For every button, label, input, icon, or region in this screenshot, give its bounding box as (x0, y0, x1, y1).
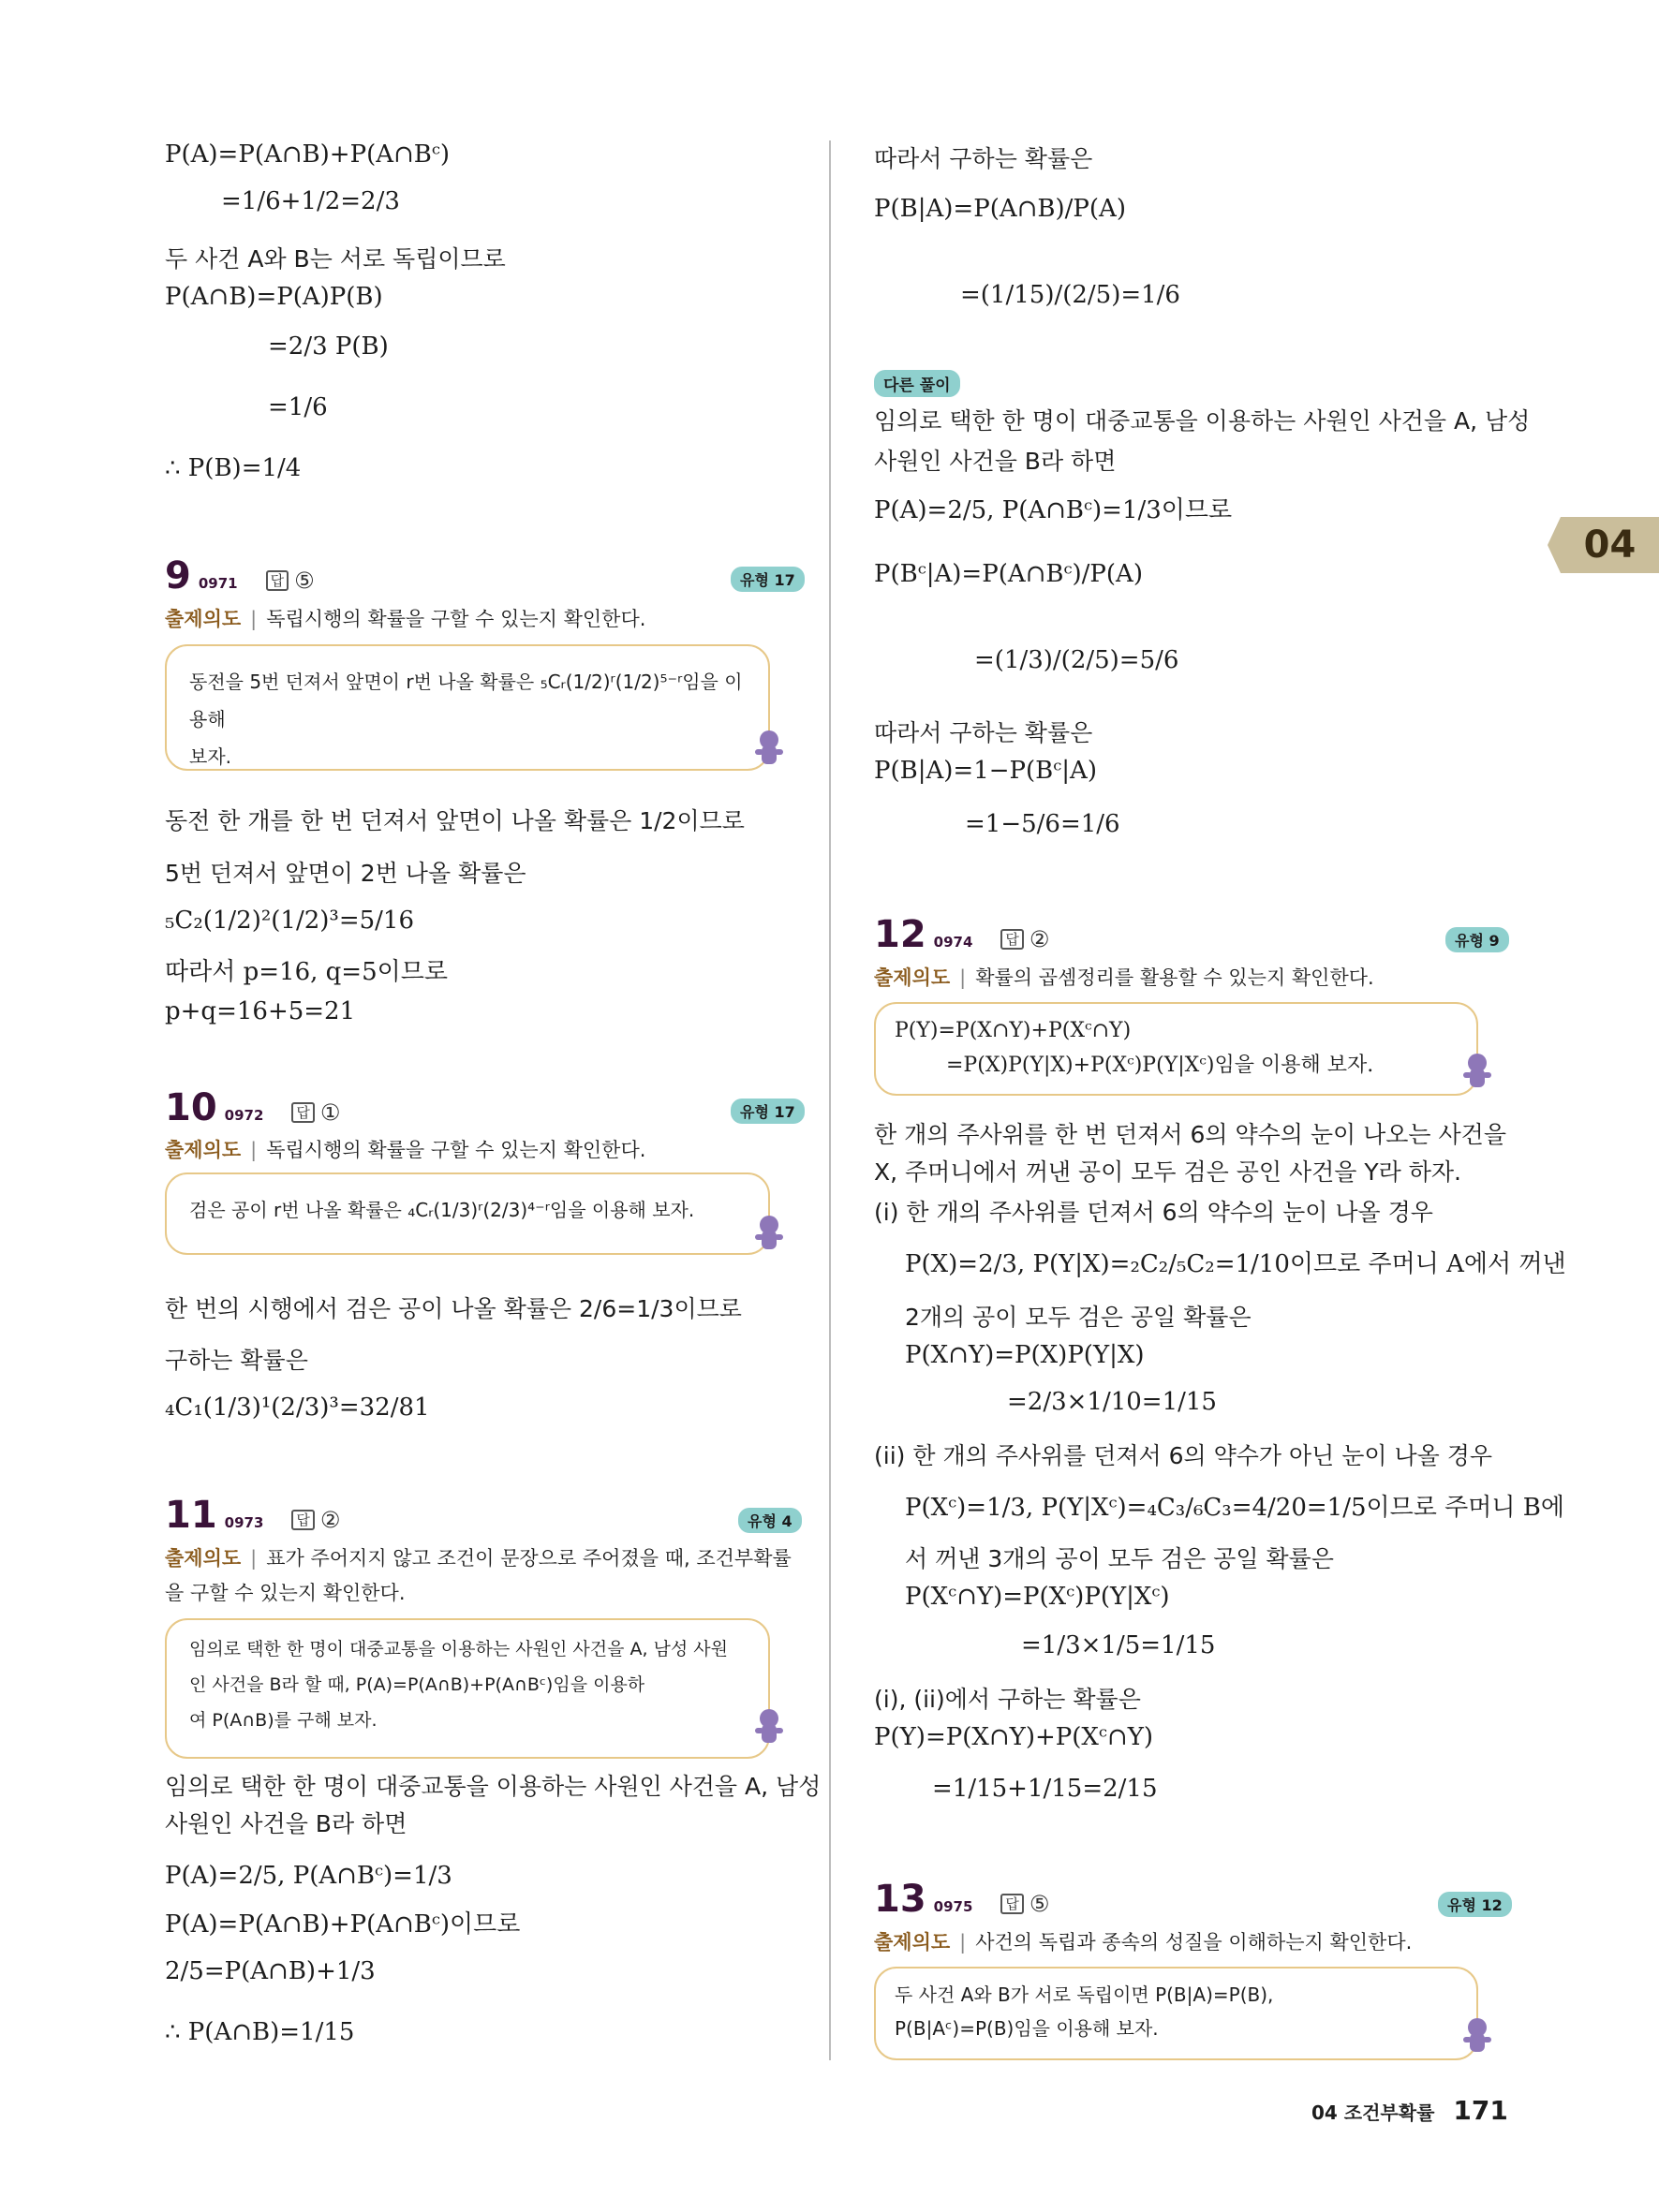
body-line: 사원인 사건을 B라 하면 (165, 1810, 407, 1837)
body-line: X, 주머니에서 꺼낸 공이 모두 검은 공인 사건을 Y라 하자. (874, 1158, 1461, 1186)
type-tag: 유형 9 (1445, 927, 1509, 952)
mascot-icon (757, 1709, 781, 1747)
body-line: ₅C₂(1/2)²(1/2)³=5/16 (165, 907, 415, 935)
alt-line: P(Bᶜ|A)=P(A∩Bᶜ)/P(A) (874, 560, 1143, 588)
question-number: 12 (874, 913, 926, 956)
question-code: 0971 (198, 575, 238, 592)
hint-line: 임의로 택한 한 명이 대중교통을 이용하는 사원인 사건을 A, 남성 사원 (189, 1639, 728, 1659)
intent-label: 출제의도 (874, 1931, 951, 1954)
body-line: P(X)=2/3, P(Y|X)=₂C₂/₅C₂=1/10이므로 주머니 A에서 꺼낸 (905, 1250, 1566, 1278)
left-top-line-1: P(A)=P(A∩B)+P(A∩Bᶜ) (165, 140, 451, 169)
intent: 출제의도 | 확률의 곱셈정리를 활용할 수 있는지 확인한다. (874, 966, 1374, 989)
body-line: 2/5=P(A∩B)+1/3 (165, 1957, 376, 1985)
answer-icon: 답 (291, 1102, 315, 1123)
question-code: 0974 (933, 934, 973, 951)
answer-icon: 답 (1000, 929, 1024, 950)
answer-value: ⑤ (1029, 1891, 1050, 1917)
right-top-line-1: 따라서 구하는 확률은 (874, 145, 1093, 172)
left-top-line-5: =2/3 P(B) (268, 332, 389, 361)
answer-value: ② (319, 1507, 341, 1533)
intent: 출제의도 | 독립시행의 확률을 구할 수 있는지 확인한다. (165, 608, 646, 630)
mascot-icon (1465, 2018, 1489, 2056)
question-13-header (874, 1878, 1049, 1921)
intent: 출제의도 | 사건의 독립과 종속의 성질을 이해하는지 확인한다. (874, 1931, 1413, 1954)
body-line: 한 번의 시행에서 검은 공이 나올 확률은 2/6=1/3이므로 (165, 1295, 742, 1322)
hint-line: P(B|Aᶜ)=P(B)임을 이용해 보자. (895, 2017, 1159, 2040)
answer-value: ① (319, 1099, 341, 1126)
body-line: 5번 던져서 앞면이 2번 나올 확률은 (165, 860, 526, 887)
hint-line: 동전을 5번 던져서 앞면이 r번 나올 확률은 ₅Cᵣ(1/2)ʳ(1/2)⁵⁻ʳ임을 이용해 (189, 671, 743, 730)
left-top-line-2: =1/6+1/2=2/3 (221, 187, 400, 215)
left-top-line-3: 두 사건 A와 B는 서로 독립이므로 (165, 245, 506, 273)
answer-value: ② (1029, 926, 1050, 952)
intent-label: 출제의도 (874, 966, 951, 989)
answer-icon: 답 (1000, 1894, 1024, 1914)
body-line: 서 꺼낸 3개의 공이 모두 검은 공일 확률은 (905, 1545, 1334, 1572)
body-line: 임의로 택한 한 명이 대중교통을 이용하는 사원인 사건을 A, 남성 (165, 1773, 822, 1800)
left-top-line-6: =1/6 (268, 393, 328, 421)
hint-line: 검은 공이 r번 나올 확률은 ₄Cᵣ(1/3)ʳ(2/3)⁴⁻ʳ임을 이용해 보자. (189, 1199, 695, 1221)
answer-icon: 답 (291, 1510, 315, 1530)
alt-line: =(1/3)/(2/5)=5/6 (974, 646, 1179, 674)
question-code: 0972 (224, 1107, 264, 1124)
footer-chapter: 04 조건부확률 (1311, 2101, 1435, 2124)
left-top-line-7: ∴ P(B)=1/4 (165, 454, 302, 482)
right-top-line-3: =(1/15)/(2/5)=1/6 (960, 281, 1180, 309)
body-line: =1/15+1/15=2/15 (932, 1775, 1158, 1803)
intent-text: 독립시행의 확률을 구할 수 있는지 확인한다. (266, 1139, 646, 1161)
hint-box (874, 1002, 1478, 1096)
intent-label: 출제의도 (165, 608, 242, 630)
hint-box (165, 1618, 770, 1759)
question-number: 11 (165, 1494, 217, 1537)
intent-text: 표가 주어지지 않고 조건이 문장으로 주어졌을 때, 조건부확률 (266, 1547, 792, 1570)
body-line: 동전 한 개를 한 번 던져서 앞면이 나올 확률은 1/2이므로 (165, 807, 745, 834)
question-10-header (165, 1086, 340, 1129)
hint-line: 두 사건 A와 B가 서로 독립이면 P(B|A)=P(B), (895, 1983, 1274, 2006)
body-line: P(A)=P(A∩B)+P(A∩Bᶜ)이므로 (165, 1910, 521, 1939)
body-line: (i) 한 개의 주사위를 던져서 6의 약수의 눈이 나올 경우 (874, 1199, 1433, 1226)
question-number: 10 (165, 1086, 217, 1129)
hint-line: P(Y)=P(X∩Y)+P(Xᶜ∩Y) (895, 1019, 1132, 1042)
question-code: 0975 (933, 1898, 973, 1915)
intent-text: 독립시행의 확률을 구할 수 있는지 확인한다. (266, 608, 646, 630)
body-line: (i), (ii)에서 구하는 확률은 (874, 1686, 1141, 1713)
intent-text: 확률의 곱셈정리를 활용할 수 있는지 확인한다. (975, 966, 1374, 989)
answer (291, 1507, 340, 1533)
answer (1000, 926, 1049, 952)
body-line: P(Xᶜ)=1/3, P(Y|Xᶜ)=₄C₃/₆C₃=4/20=1/5이므로 주머니 B에 (905, 1494, 1564, 1522)
page-footer (1311, 2095, 1508, 2126)
body-line: =2/3×1/10=1/15 (1007, 1388, 1217, 1416)
hint-box (165, 1172, 770, 1255)
question-code: 0973 (224, 1514, 264, 1531)
alt-line: 따라서 구하는 확률은 (874, 719, 1093, 746)
body-line: P(Xᶜ∩Y)=P(Xᶜ)P(Y|Xᶜ) (905, 1583, 1170, 1611)
type-tag: 유형 12 (1438, 1892, 1512, 1917)
body-line: 구하는 확률은 (165, 1347, 308, 1374)
intent-label: 출제의도 (165, 1547, 242, 1570)
body-line: P(Y)=P(X∩Y)+P(Xᶜ∩Y) (874, 1723, 1153, 1751)
chapter-tab: 04 (1561, 517, 1659, 573)
answer (266, 568, 315, 594)
alt-solution-tag: 다른 풀이 (874, 370, 960, 397)
question-number: 9 (165, 554, 191, 597)
body-line: ₄C₁(1/3)¹(2/3)³=32/81 (165, 1394, 430, 1422)
body-line: 한 개의 주사위를 한 번 던져서 6의 약수의 눈이 나오는 사건을 (874, 1121, 1506, 1148)
answer (1000, 1891, 1049, 1917)
hint-line: =P(X)P(Y|X)+P(Xᶜ)P(Y|Xᶜ)임을 이용해 보자. (946, 1054, 1374, 1078)
hint-line: 여 P(A∩B)를 구해 보자. (189, 1710, 378, 1731)
type-tag: 유형 4 (738, 1508, 802, 1533)
alt-line: 임의로 택한 한 명이 대중교통을 이용하는 사원인 사건을 A, 남성 (874, 407, 1531, 435)
question-12-header (874, 913, 1049, 956)
column-divider (829, 140, 831, 2060)
body-line: 따라서 p=16, q=5이므로 (165, 958, 448, 986)
intent: 출제의도 | 독립시행의 확률을 구할 수 있는지 확인한다. (165, 1139, 646, 1161)
answer-value: ⑤ (294, 568, 315, 594)
page-number: 171 (1453, 2095, 1508, 2126)
answer-icon: 답 (266, 570, 289, 591)
body-line: =1/3×1/5=1/15 (1021, 1631, 1216, 1659)
alt-line: 사원인 사건을 B라 하면 (874, 448, 1117, 475)
right-top-line-2: P(B|A)=P(A∩B)/P(A) (874, 195, 1126, 223)
intent: 출제의도 | 표가 주어지지 않고 조건이 문장으로 주어졌을 때, 조건부확률 (165, 1547, 792, 1570)
intent-continued: 을 구할 수 있는지 확인한다. (165, 1582, 406, 1604)
body-line: 2개의 공이 모두 검은 공일 확률은 (905, 1304, 1252, 1331)
hint-box (165, 644, 770, 771)
hint-line: 인 사건을 B라 할 때, P(A)=P(A∩B)+P(A∩Bᶜ)임을 이용하 (189, 1674, 645, 1695)
alt-line: P(B|A)=1−P(Bᶜ|A) (874, 757, 1097, 785)
intent-text: 사건의 독립과 종속의 성질을 이해하는지 확인한다. (975, 1931, 1413, 1954)
question-9-header (165, 554, 315, 597)
body-line: p+q=16+5=21 (165, 997, 356, 1025)
body-line: (ii) 한 개의 주사위를 던져서 6의 약수가 아닌 눈이 나올 경우 (874, 1442, 1493, 1469)
body-line: P(A)=2/5, P(A∩Bᶜ)=1/3 (165, 1862, 452, 1890)
answer (291, 1099, 340, 1126)
mascot-icon (757, 730, 781, 768)
hint-line: 보자. (189, 745, 231, 768)
left-top-line-4: P(A∩B)=P(A)P(B) (165, 283, 383, 311)
type-tag: 유형 17 (731, 567, 805, 592)
body-line: P(X∩Y)=P(X)P(Y|X) (905, 1341, 1145, 1369)
alt-line: P(A)=2/5, P(A∩Bᶜ)=1/3이므로 (874, 496, 1233, 524)
type-tag: 유형 17 (731, 1099, 805, 1124)
question-number: 13 (874, 1878, 926, 1921)
mascot-icon (1465, 1054, 1489, 1091)
mascot-icon (757, 1216, 781, 1253)
body-line: ∴ P(A∩B)=1/15 (165, 2018, 355, 2046)
hint-box (874, 1967, 1478, 2060)
alt-line: =1−5/6=1/6 (965, 810, 1120, 838)
intent-label: 출제의도 (165, 1139, 242, 1161)
question-11-header (165, 1494, 340, 1537)
